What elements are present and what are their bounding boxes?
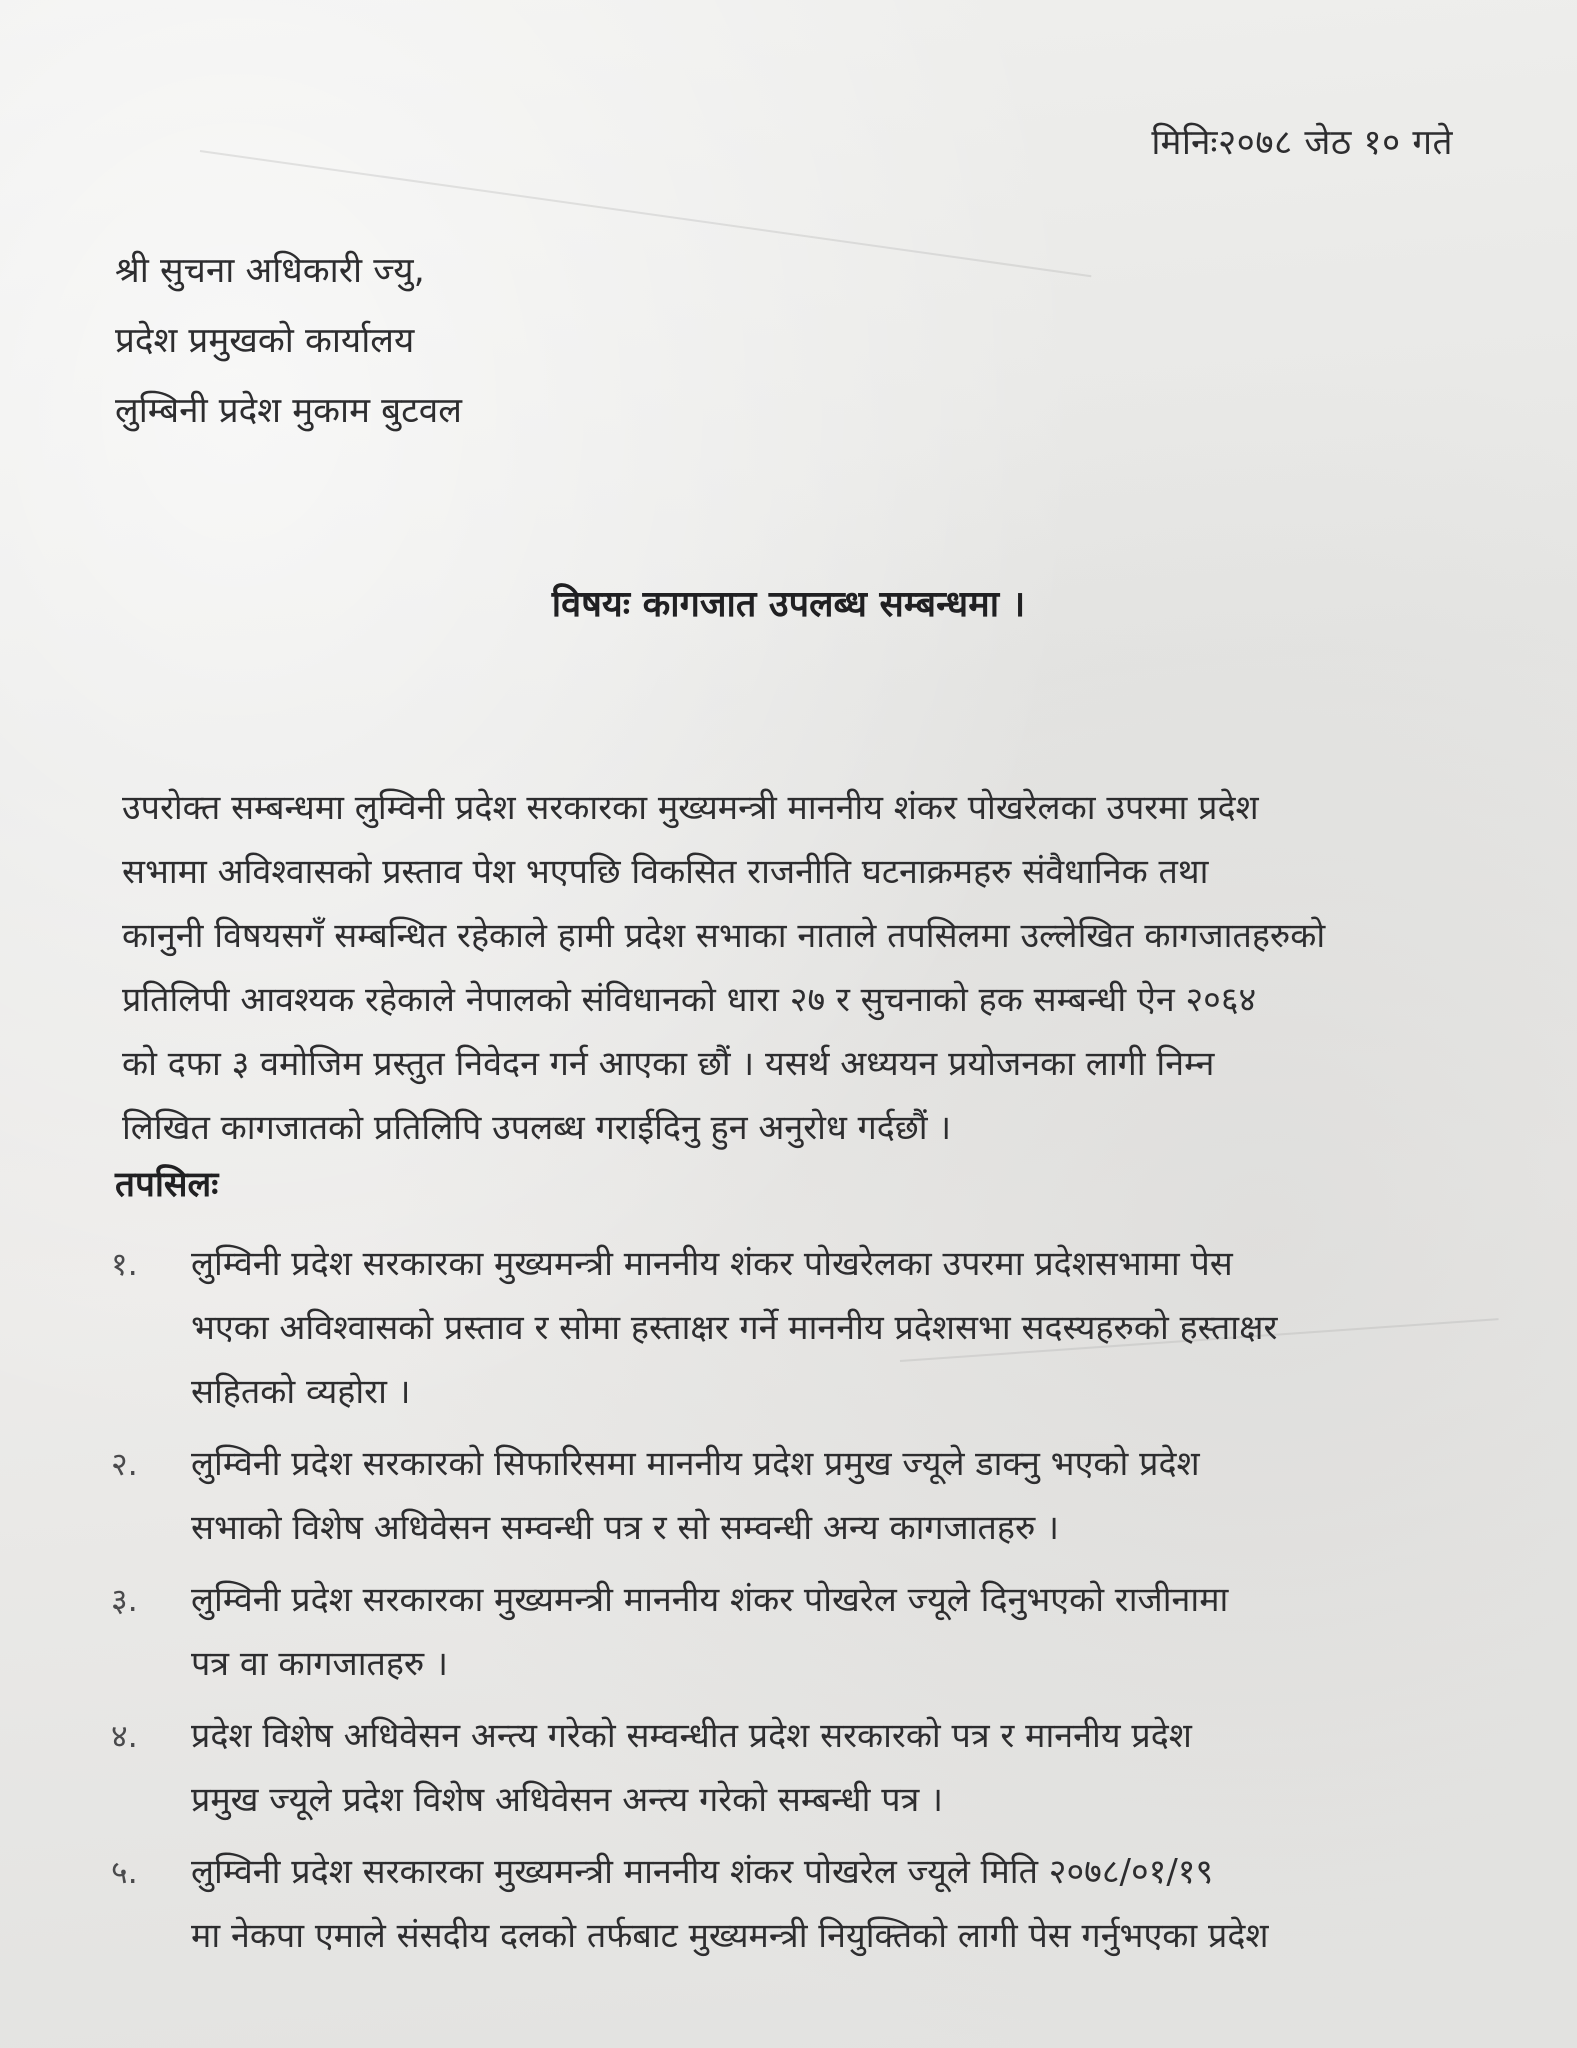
body-line: कानुनी विषयसगँ सम्बन्धित रहेकाले हामी प्रदेश सभाका नाताले तपसिलमा उल्लेखित कागजातहरुको	[122, 916, 1326, 956]
list-item	[105, 1432, 1450, 1560]
letter-date: मिनिः२०७८ जेठ १० गते	[1151, 123, 1453, 163]
item-line: प्रदेश विशेष अधिवेसन अन्त्य गरेको सम्वन्धीत प्रदेश सरकारको पत्र र माननीय प्रदेश	[191, 1716, 1192, 1756]
letter-subject: विषयः कागजात उपलब्ध सम्बन्धमा ।	[551, 584, 1026, 625]
item-line: सभाको विशेष अधिवेसन सम्वन्धी पत्र र सो सम्वन्धी अन्य कागजातहरु ।	[191, 1508, 1060, 1548]
item-line: भएका अविश्वासको प्रस्ताव र सोमा हस्ताक्षर गर्ने माननीय प्रदेशसभा सदस्यहरुको हस्ताक्षर	[191, 1308, 1278, 1348]
body-line: लिखित कागजातको प्रतिलिपि उपलब्ध गराईदिनु हुन अनुरोध गर्दछौं ।	[122, 1108, 952, 1148]
item-number: २.	[111, 1445, 138, 1483]
body-line: सभामा अविश्वासको प्रस्ताव पेश भएपछि विकसित राजनीति घटनाक्रमहरु संवैधानिक तथा	[122, 852, 1209, 892]
body-line: प्रतिलिपी आवश्यक रहेकाले नेपालको संविधानको धारा २७ र सुचनाको हक सम्बन्धी ऐन २०६४	[122, 980, 1257, 1020]
item-line: प्रमुख ज्यूले प्रदेश विशेष अधिवेसन अन्त्य गरेको सम्बन्धी पत्र ।	[191, 1780, 944, 1820]
item-number: ५.	[111, 1853, 138, 1891]
body-line: उपरोक्त सम्बन्धमा लुम्विनी प्रदेश सरकारका मुख्यमन्त्री माननीय शंकर पोखरेलका उपरमा प्रदेश	[122, 788, 1259, 828]
body-paragraph	[122, 776, 1444, 1160]
item-line: मा नेकपा एमाले संसदीय दलको तर्फबाट मुख्यमन्त्री नियुक्तिको लागी पेस गर्नुभएका प्रदेश	[191, 1916, 1269, 1956]
recipient-line: प्रदेश प्रमुखको कार्यालय	[115, 321, 415, 361]
body-line: को दफा ३ वमोजिम प्रस्तुत निवेदन गर्न आएका छौं । यसर्थ अध्ययन प्रयोजनका लागी निम्न	[122, 1044, 1215, 1084]
item-line: लुम्विनी प्रदेश सरकारका मुख्यमन्त्री माननीय शंकर पोखरेलका उपरमा प्रदेशसभामा पेस	[191, 1244, 1233, 1284]
document-request-list	[105, 1232, 1450, 1976]
recipient-line: श्री सुचना अधिकारी ज्यु,	[115, 251, 425, 291]
item-number: ३.	[111, 1581, 138, 1619]
item-line: लुम्विनी प्रदेश सरकारको सिफारिसमा माननीय प्रदेश प्रमुख ज्यूले डाक्नु भएको प्रदेश	[191, 1444, 1200, 1484]
list-item	[105, 1840, 1450, 1968]
list-item	[105, 1232, 1450, 1424]
tapasil-heading: तपसिलः	[115, 1165, 219, 1205]
item-number: १.	[111, 1245, 138, 1283]
list-item	[105, 1704, 1450, 1832]
recipient-address	[115, 236, 462, 446]
list-item	[105, 1568, 1450, 1696]
item-line: लुम्विनी प्रदेश सरकारका मुख्यमन्त्री माननीय शंकर पोखरेल ज्यूले मिति २०७८/०१/१९	[191, 1852, 1214, 1892]
item-line: सहितको व्यहोरा ।	[191, 1372, 411, 1412]
recipient-line: लुम्बिनी प्रदेश मुकाम बुटवल	[115, 391, 462, 431]
item-number: ४.	[111, 1717, 138, 1755]
item-line: पत्र वा कागजातहरु ।	[191, 1644, 448, 1684]
item-line: लुम्विनी प्रदेश सरकारका मुख्यमन्त्री माननीय शंकर पोखरेल ज्यूले दिनुभएको राजीनामा	[191, 1580, 1229, 1620]
